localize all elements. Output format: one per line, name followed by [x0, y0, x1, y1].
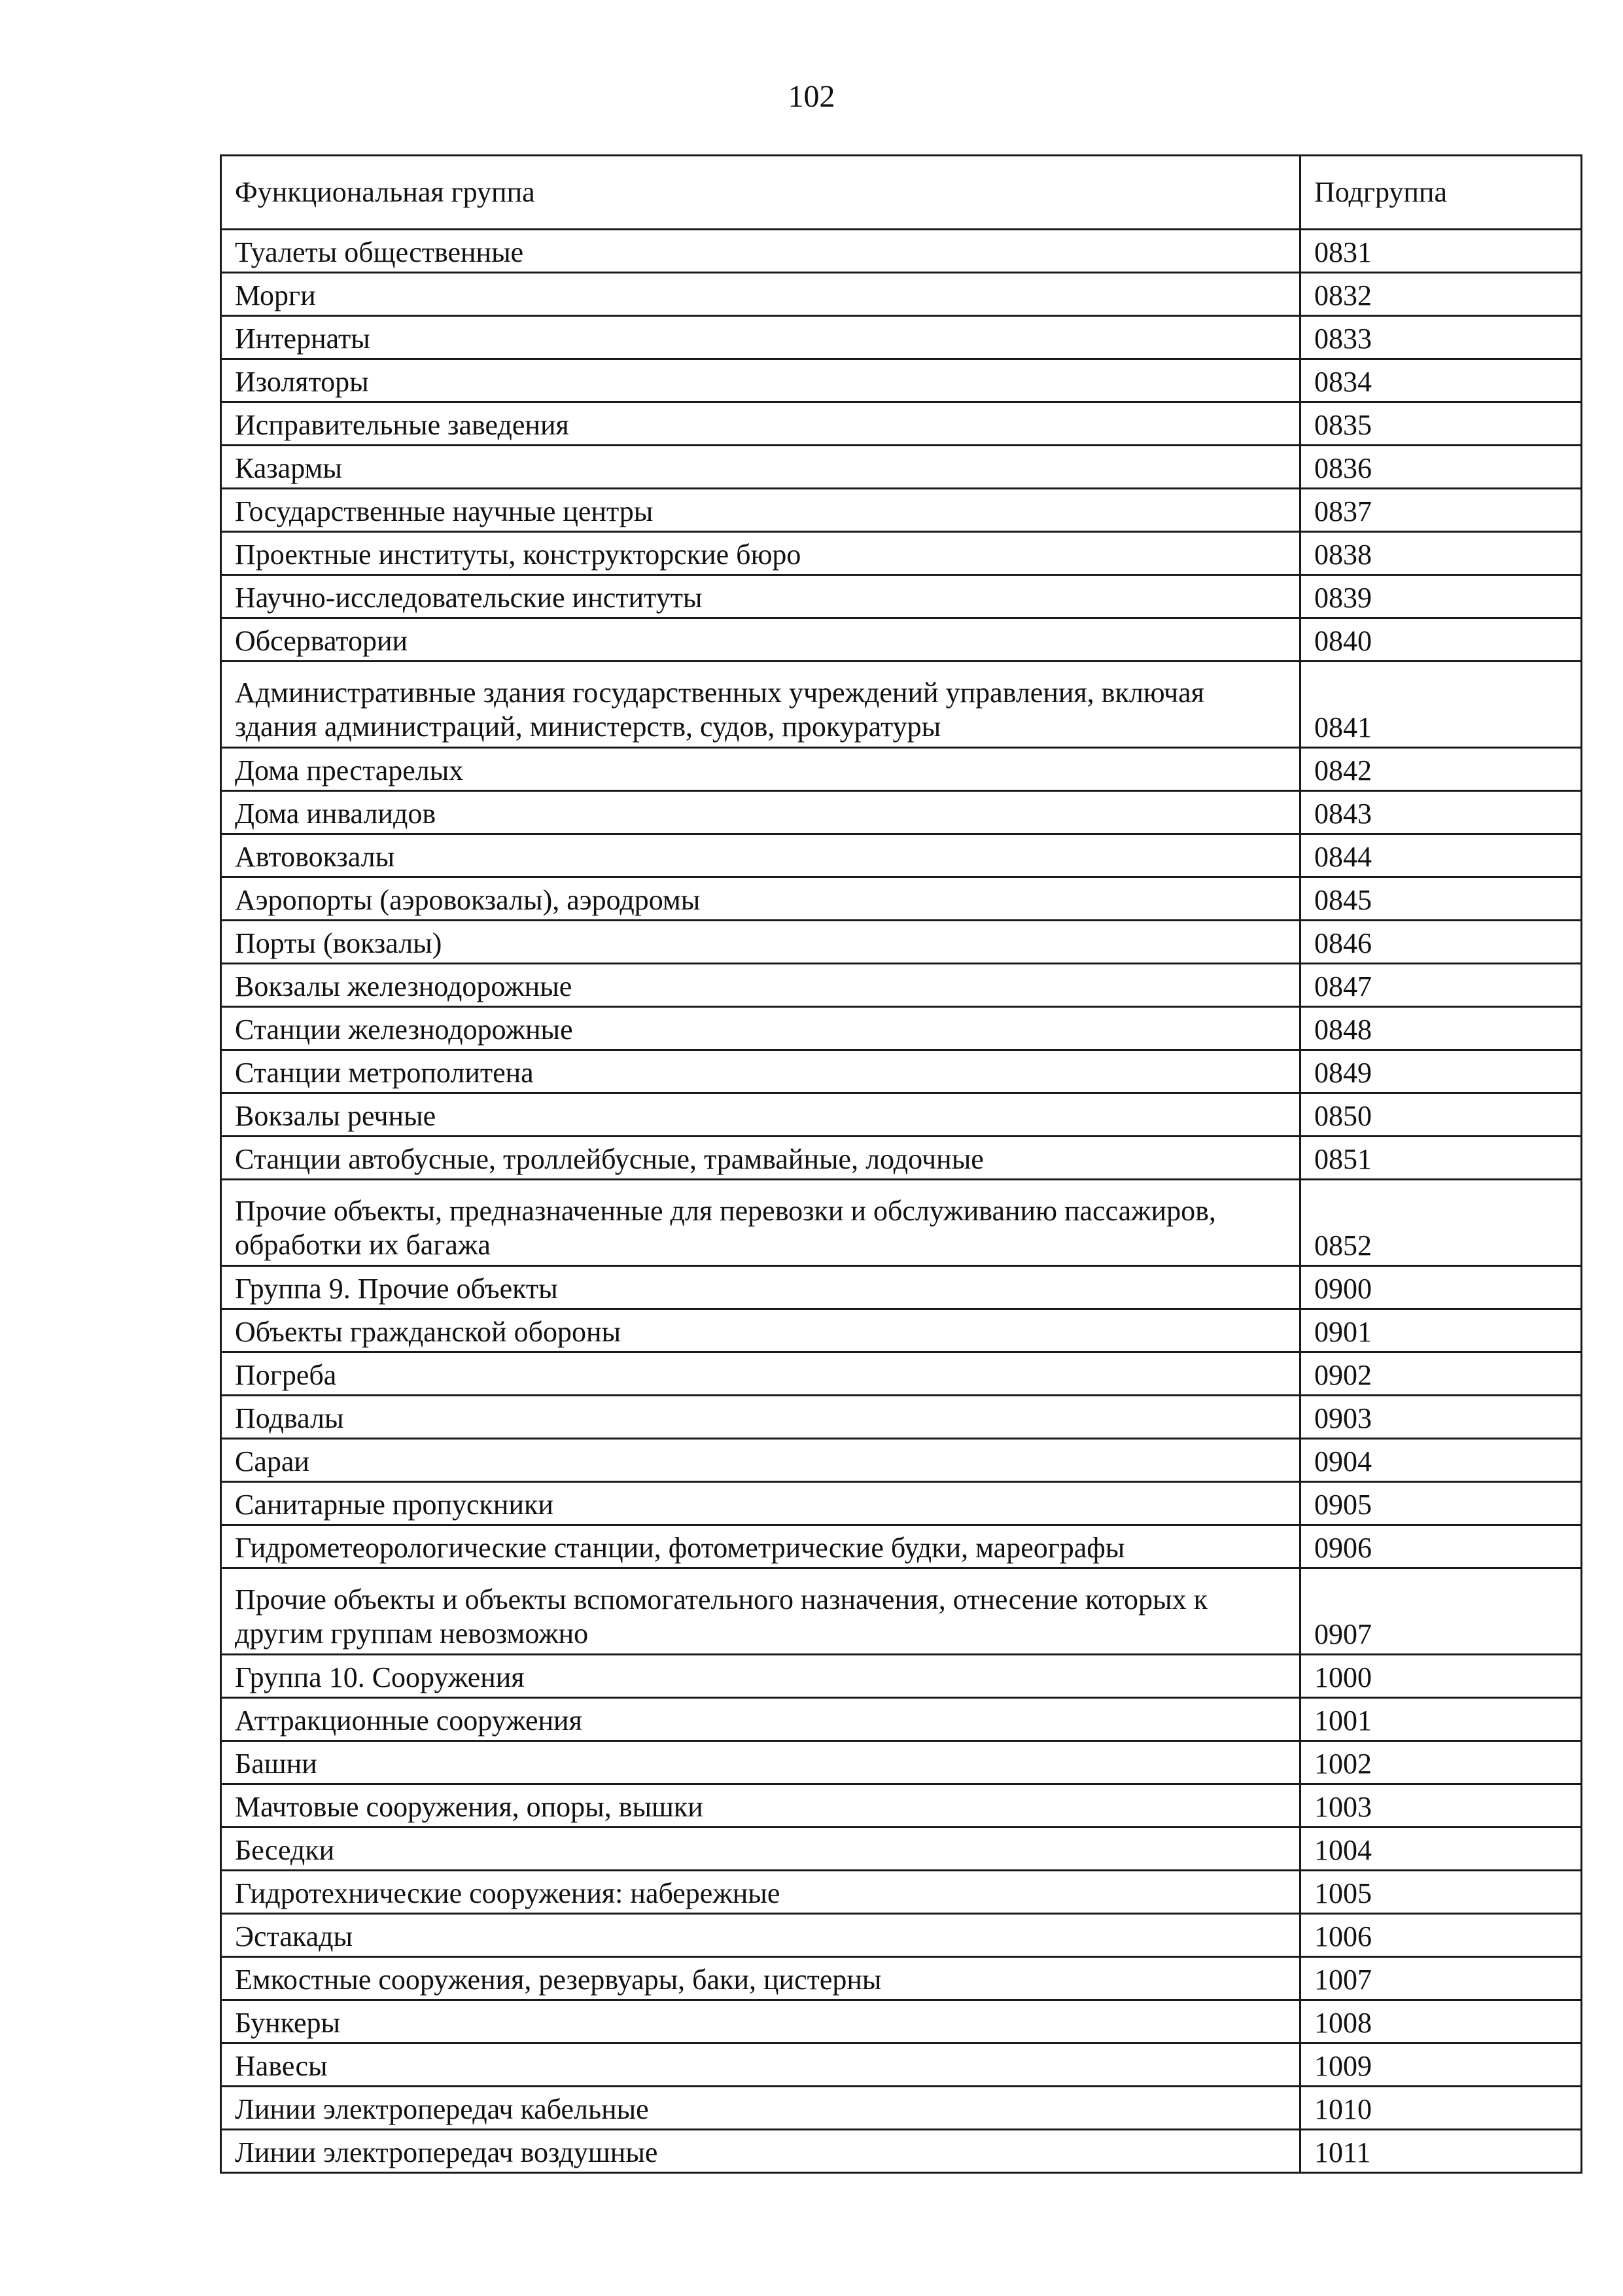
cell-subgroup-code: 1010	[1300, 2087, 1582, 2130]
cell-subgroup-code: 0846	[1300, 921, 1582, 964]
cell-functional-group: Станции железнодорожные	[221, 1007, 1300, 1050]
cell-subgroup-code: 0832	[1300, 273, 1582, 316]
table-row	[221, 2043, 1582, 2087]
table-row	[221, 1655, 1582, 1698]
table-row	[221, 921, 1582, 964]
cell-functional-group: Туалеты общественные	[221, 230, 1300, 273]
cell-subgroup-code: 0834	[1300, 359, 1582, 402]
table-row	[221, 1482, 1582, 1525]
cell-subgroup-code: 1008	[1300, 2000, 1582, 2043]
cell-subgroup-code: 0845	[1300, 877, 1582, 921]
cell-functional-group: Санитарные пропускники	[221, 1482, 1300, 1525]
cell-subgroup-code: 0907	[1300, 1568, 1582, 1655]
table-row	[221, 1828, 1582, 1871]
table-row	[221, 273, 1582, 316]
cell-functional-group: Административные здания государственных учреждений управления, включая здания администраций, министерств, судов, прокуратуры	[221, 662, 1300, 748]
cell-functional-group: Бункеры	[221, 2000, 1300, 2043]
cell-functional-group: Линии электропередач воздушные	[221, 2130, 1300, 2173]
table-row	[221, 618, 1582, 662]
cell-functional-group: Станции метрополитена	[221, 1050, 1300, 1093]
table-row	[221, 1266, 1582, 1309]
cell-functional-group: Государственные научные центры	[221, 489, 1300, 532]
table-row	[221, 1957, 1582, 2000]
table-row	[221, 316, 1582, 359]
table-row	[221, 532, 1582, 575]
cell-functional-group: Исправительные заведения	[221, 402, 1300, 446]
cell-functional-group: Емкостные сооружения, резервуары, баки, цистерны	[221, 1957, 1300, 2000]
cell-subgroup-code: 0900	[1300, 1266, 1582, 1309]
table-row	[221, 1784, 1582, 1828]
cell-functional-group: Объекты гражданской обороны	[221, 1309, 1300, 1352]
table-header-row	[221, 156, 1582, 230]
cell-functional-group: Прочие объекты, предназначенные для перевозки и обслуживанию пассажиров, обработки их багажа	[221, 1180, 1300, 1266]
cell-functional-group: Проектные институты, конструкторские бюро	[221, 532, 1300, 575]
cell-subgroup-code: 0837	[1300, 489, 1582, 532]
cell-subgroup-code: 1001	[1300, 1698, 1582, 1741]
cell-subgroup-code: 1009	[1300, 2043, 1582, 2087]
table-row	[221, 1007, 1582, 1050]
cell-subgroup-code: 0842	[1300, 748, 1582, 791]
page-number: 102	[788, 79, 835, 114]
cell-subgroup-code: 0840	[1300, 618, 1582, 662]
cell-functional-group: Мачтовые сооружения, опоры, вышки	[221, 1784, 1300, 1828]
cell-functional-group: Линии электропередач кабельные	[221, 2087, 1300, 2130]
cell-functional-group: Навесы	[221, 2043, 1300, 2087]
table-row	[221, 1180, 1582, 1266]
table-row	[221, 2130, 1582, 2173]
header-functional-group: Функциональная группа	[221, 156, 1300, 230]
cell-functional-group: Аэропорты (аэровокзалы), аэродромы	[221, 877, 1300, 921]
cell-subgroup-code: 0905	[1300, 1482, 1582, 1525]
cell-functional-group: Погреба	[221, 1352, 1300, 1396]
cell-functional-group: Порты (вокзалы)	[221, 921, 1300, 964]
table-row	[221, 1352, 1582, 1396]
cell-subgroup-code: 0835	[1300, 402, 1582, 446]
cell-subgroup-code: 0903	[1300, 1396, 1582, 1439]
table-row	[221, 1525, 1582, 1568]
cell-subgroup-code: 1007	[1300, 1957, 1582, 2000]
table-row	[221, 877, 1582, 921]
table-row	[221, 1309, 1582, 1352]
table-row	[221, 1914, 1582, 1957]
cell-subgroup-code: 1000	[1300, 1655, 1582, 1698]
cell-functional-group: Научно-исследовательские институты	[221, 575, 1300, 618]
cell-subgroup-code: 0847	[1300, 964, 1582, 1007]
table-row	[221, 575, 1582, 618]
cell-subgroup-code: 1002	[1300, 1741, 1582, 1784]
table-row	[221, 1698, 1582, 1741]
table-row	[221, 1741, 1582, 1784]
cell-subgroup-code: 0839	[1300, 575, 1582, 618]
classification-table	[220, 154, 1582, 2174]
table-row	[221, 230, 1582, 273]
cell-subgroup-code: 0843	[1300, 791, 1582, 834]
cell-subgroup-code: 0831	[1300, 230, 1582, 273]
cell-subgroup-code: 1005	[1300, 1871, 1582, 1914]
cell-subgroup-code: 0852	[1300, 1180, 1582, 1266]
cell-functional-group: Гидротехнические сооружения: набережные	[221, 1871, 1300, 1914]
table-row	[221, 791, 1582, 834]
cell-functional-group: Подвалы	[221, 1396, 1300, 1439]
table-row	[221, 1568, 1582, 1655]
cell-functional-group: Обсерватории	[221, 618, 1300, 662]
table-body	[221, 230, 1582, 2173]
cell-functional-group: Изоляторы	[221, 359, 1300, 402]
cell-subgroup-code: 0906	[1300, 1525, 1582, 1568]
cell-functional-group: Группа 10. Сооружения	[221, 1655, 1300, 1698]
table-row	[221, 1093, 1582, 1137]
table-row	[221, 1396, 1582, 1439]
table-row	[221, 489, 1582, 532]
cell-subgroup-code: 1011	[1300, 2130, 1582, 2173]
cell-functional-group: Станции автобусные, троллейбусные, трамвайные, лодочные	[221, 1137, 1300, 1180]
cell-subgroup-code: 0844	[1300, 834, 1582, 877]
table-row	[221, 402, 1582, 446]
table-row	[221, 1050, 1582, 1093]
cell-functional-group: Казармы	[221, 446, 1300, 489]
table-row	[221, 2000, 1582, 2043]
table-row	[221, 359, 1582, 402]
cell-subgroup-code: 0901	[1300, 1309, 1582, 1352]
cell-functional-group: Дома инвалидов	[221, 791, 1300, 834]
cell-functional-group: Сараи	[221, 1439, 1300, 1482]
cell-functional-group: Интернаты	[221, 316, 1300, 359]
cell-subgroup-code: 0902	[1300, 1352, 1582, 1396]
table-row	[221, 834, 1582, 877]
cell-subgroup-code: 1004	[1300, 1828, 1582, 1871]
cell-functional-group: Группа 9. Прочие объекты	[221, 1266, 1300, 1309]
cell-subgroup-code: 0904	[1300, 1439, 1582, 1482]
table-row	[221, 446, 1582, 489]
cell-subgroup-code: 0848	[1300, 1007, 1582, 1050]
cell-functional-group: Беседки	[221, 1828, 1300, 1871]
cell-functional-group: Дома престарелых	[221, 748, 1300, 791]
table-row	[221, 2087, 1582, 2130]
cell-subgroup-code: 0851	[1300, 1137, 1582, 1180]
cell-subgroup-code: 1006	[1300, 1914, 1582, 1957]
cell-subgroup-code: 0836	[1300, 446, 1582, 489]
table-row	[221, 1439, 1582, 1482]
cell-subgroup-code: 0838	[1300, 532, 1582, 575]
cell-subgroup-code: 1003	[1300, 1784, 1582, 1828]
cell-functional-group: Прочие объекты и объекты вспомогательного назначения, отнесение которых к другим группам невозможно	[221, 1568, 1300, 1655]
cell-functional-group: Аттракционные сооружения	[221, 1698, 1300, 1741]
cell-functional-group: Гидрометеорологические станции, фотометрические будки, мареографы	[221, 1525, 1300, 1568]
cell-subgroup-code: 0850	[1300, 1093, 1582, 1137]
cell-functional-group: Морги	[221, 273, 1300, 316]
table-row	[221, 1871, 1582, 1914]
cell-subgroup-code: 0833	[1300, 316, 1582, 359]
cell-subgroup-code: 0841	[1300, 662, 1582, 748]
cell-functional-group: Вокзалы речные	[221, 1093, 1300, 1137]
table-row	[221, 964, 1582, 1007]
cell-functional-group: Автовокзалы	[221, 834, 1300, 877]
header-subgroup: Подгруппа	[1300, 156, 1582, 230]
cell-functional-group: Вокзалы железнодорожные	[221, 964, 1300, 1007]
cell-functional-group: Эстакады	[221, 1914, 1300, 1957]
cell-subgroup-code: 0849	[1300, 1050, 1582, 1093]
table-row	[221, 662, 1582, 748]
cell-functional-group: Башни	[221, 1741, 1300, 1784]
table-row	[221, 748, 1582, 791]
table-row	[221, 1137, 1582, 1180]
